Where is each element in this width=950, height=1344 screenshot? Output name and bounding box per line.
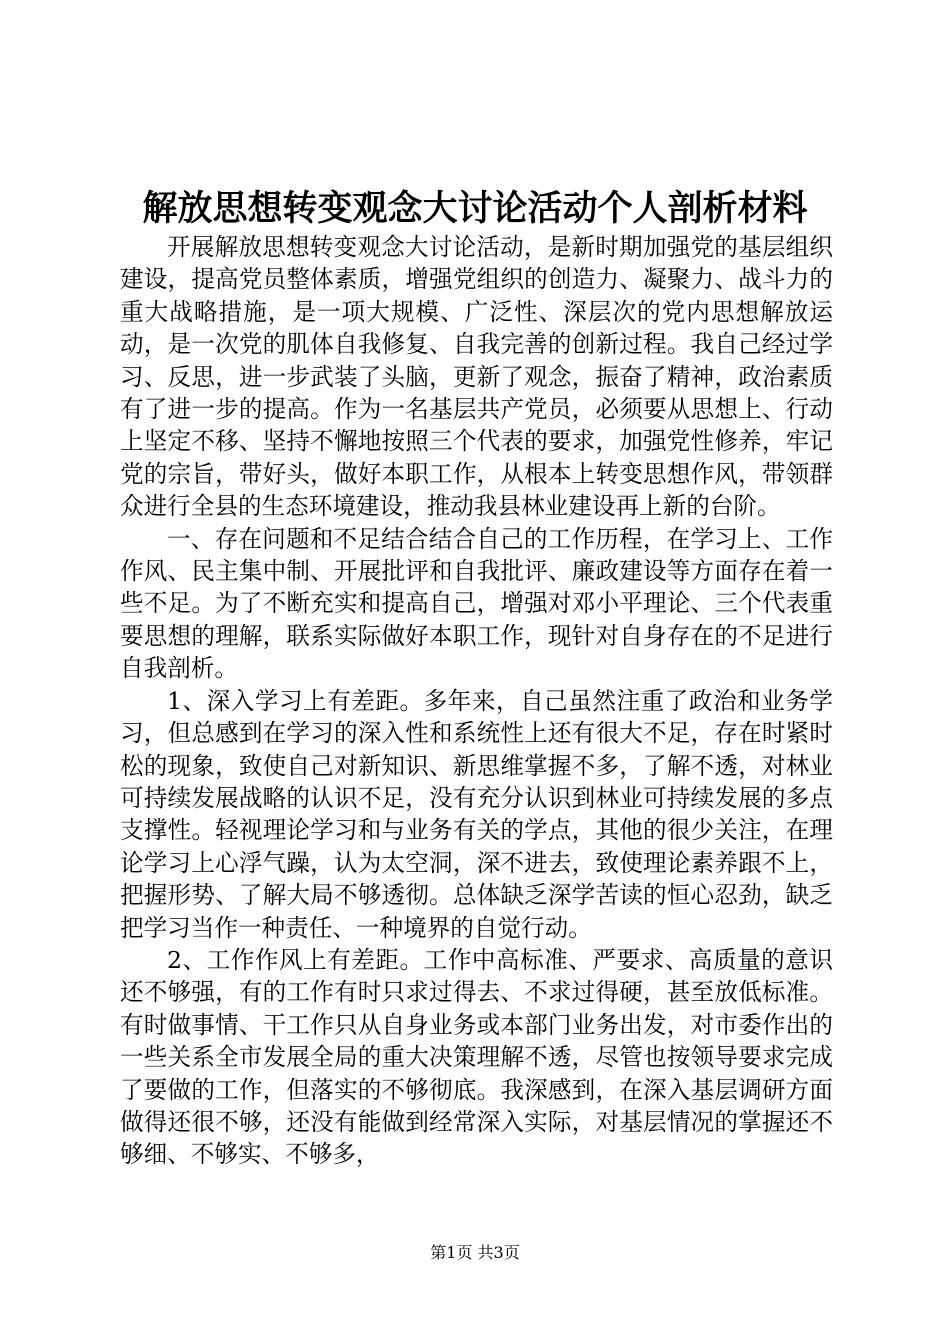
paragraph-section-1: 一、存在问题和不足结合结合自己的工作历程，在学习上、工作作风、民主集中制、开展批评和自我批评、廉政建设等方面存在着一些不足。为了不断充实和提高自己，增强对邓小平理论、三个代表重要思想的理解，联系实际做好本职工作，现针对自身存在的不足进行自我剖析。 <box>120 524 833 683</box>
page-number-footer: 第1页 共3页 <box>430 1243 520 1262</box>
document-body <box>120 231 833 1171</box>
paragraph-item-2: 2、工作作风上有差距。工作中高标准、严要求、高质量的意识还不够强，有的工作有时只求过得去、不求过得硬，甚至放低标准。有时做事情、干工作只从自身业务或本部门业务出发，对市委作出的一些关系全市发展全局的重大决策理解不透，尽管也按领导要求完成了要做的工作，但落实的不够彻底。我深感到，在深入基层调研方面做得还很不够，还没有能做到经常深入实际，对基层情况的掌握还不够细、不够实、不够多， <box>120 945 833 1169</box>
document-title: 解放思想转变观念大讨论活动个人剖析材料 <box>142 188 808 229</box>
paragraph-item-1: 1、深入学习上有差距。多年来，自己虽然注重了政治和业务学习，但总感到在学习的深入性和系统性上还有很大不足，存在时紧时松的现象，致使自己对新知识、新思维掌握不多，了解不透，对林业可持续发展战略的认识不足，没有充分认识到林业可持续发展的多点支撑性。轻视理论学习和与业务有关的学点，其他的很少关注，在理论学习上心浮气躁，认为太空洞，深不进去，致使理论素养跟不上，把握形势、了解大局不够透彻。总体缺乏深学苦读的恒心忍劲，缺乏把学习当作一种责任、一种境界的自觉行动。 <box>120 686 833 942</box>
paragraph-intro: 开展解放思想转变观念大讨论活动，是新时期加强党的基层组织建设，提高党员整体素质，增强党组织的创造力、凝聚力、战斗力的重大战略措施，是一项大规模、广泛性、深层次的党内思想解放运动，是一次党的肌体自我修复、自我完善的创新过程。我自己经过学习、反思，进一步武装了头脑，更新了观念，振奋了精神，政治素质有了进一步的提高。作为一名基层共产党员，必须要从思想上、行动上坚定不移、坚持不懈地按照三个代表的要求，加强党性修养，牢记党的宗旨，带好头，做好本职工作，从根本上转变思想作风，带领群众进行全县的生态环境建设，推动我县林业建设再上新的台阶。 <box>120 233 833 521</box>
